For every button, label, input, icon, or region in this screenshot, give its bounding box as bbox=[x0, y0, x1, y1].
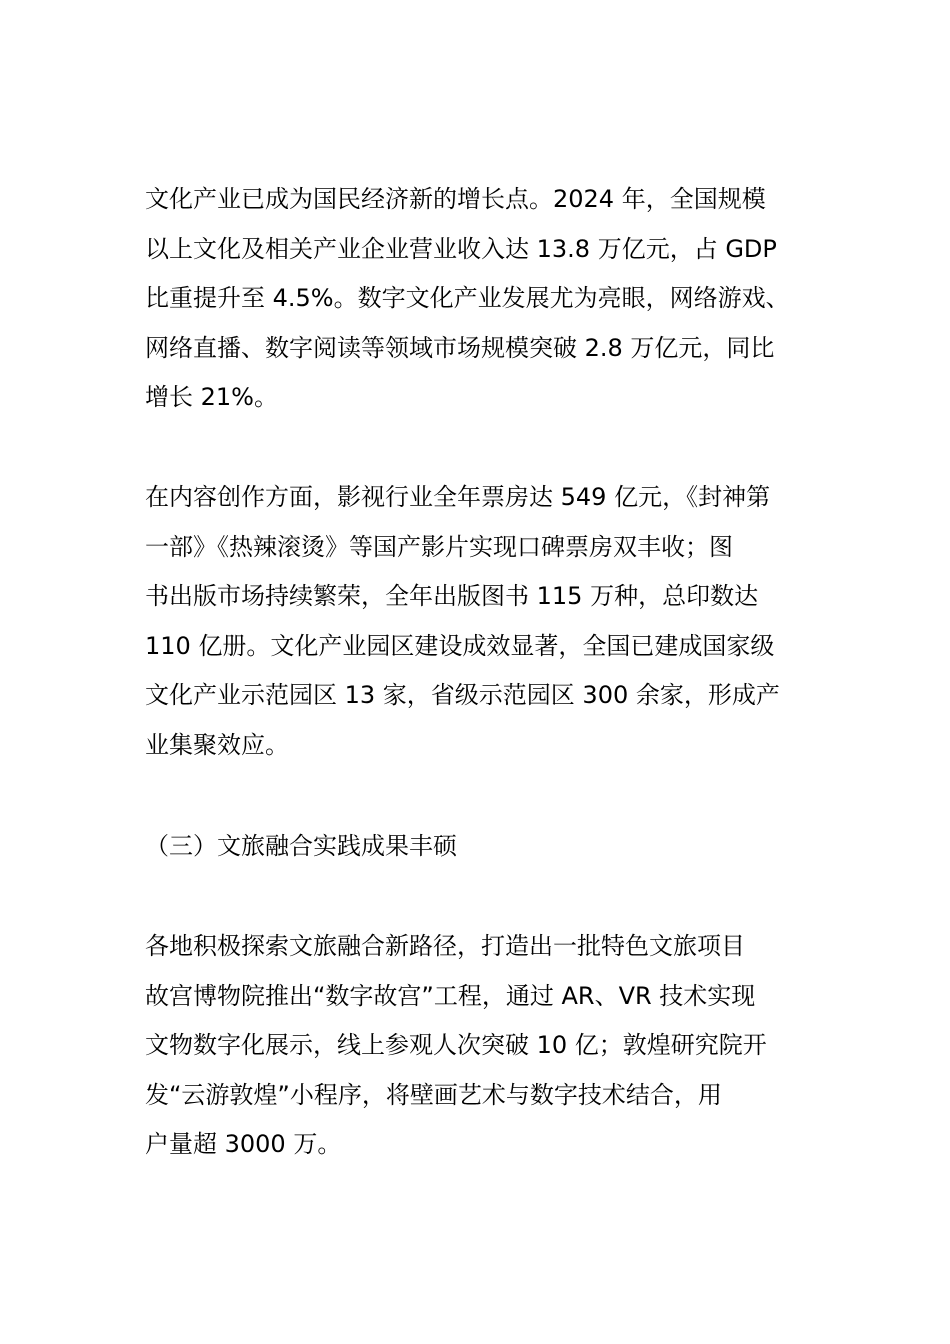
text-line: 故宫博物院推出“数字故宫”工程，通过 AR、VR 技术实现 bbox=[145, 981, 756, 1010]
text-line: 以上文化及相关产业企业营业收入达 13.8 万亿元，占 GDP bbox=[145, 234, 777, 263]
heading-line: （三）文旅融合实践成果丰硕 bbox=[145, 832, 457, 860]
text-line: 比重提升至 4.5%。数字文化产业发展尤为亮眼，网络游戏、 bbox=[145, 284, 790, 312]
text-line: 110 亿册。文化产业园区建设成效显著，全国已建成国家级 bbox=[145, 631, 775, 660]
text-line: 书出版市场持续繁荣，全年出版图书 115 万种，总印数达 bbox=[145, 582, 759, 610]
text-line: 文物数字化展示，线上参观人次突破 10 亿；敦煌研究院开 bbox=[145, 1031, 767, 1059]
text-line: 各地积极探索文旅融合新路径，打造出一批特色文旅项目 bbox=[145, 932, 745, 960]
text-line: 文化产业示范园区 13 家，省级示范园区 300 余家，形成产 bbox=[145, 681, 780, 709]
section-heading bbox=[145, 822, 457, 872]
text-line: 一部》《热辣滚烫》等国产影片实现口碑票房双丰收；图 bbox=[145, 532, 733, 561]
text-line: 业集聚效应。 bbox=[145, 730, 289, 759]
text-line: 增长 21%。 bbox=[145, 383, 278, 411]
text-line: 在内容创作方面，影视行业全年票房达 549 亿元，《封神第 bbox=[145, 483, 771, 511]
paragraph-culture-tourism bbox=[145, 922, 767, 1170]
paragraph-industry-growth bbox=[145, 175, 790, 423]
text-line: 网络直播、数字阅读等领域市场规模突破 2.8 万亿元，同比 bbox=[145, 333, 775, 362]
paragraph-content-creation bbox=[145, 473, 780, 770]
text-line: 发“云游敦煌”小程序，将壁画艺术与数字技术结合，用 bbox=[145, 1080, 722, 1109]
text-line: 户量超 3000 万。 bbox=[145, 1130, 342, 1158]
text-line: 文化产业已成为国民经济新的增长点。2024 年，全国规模 bbox=[145, 185, 766, 213]
